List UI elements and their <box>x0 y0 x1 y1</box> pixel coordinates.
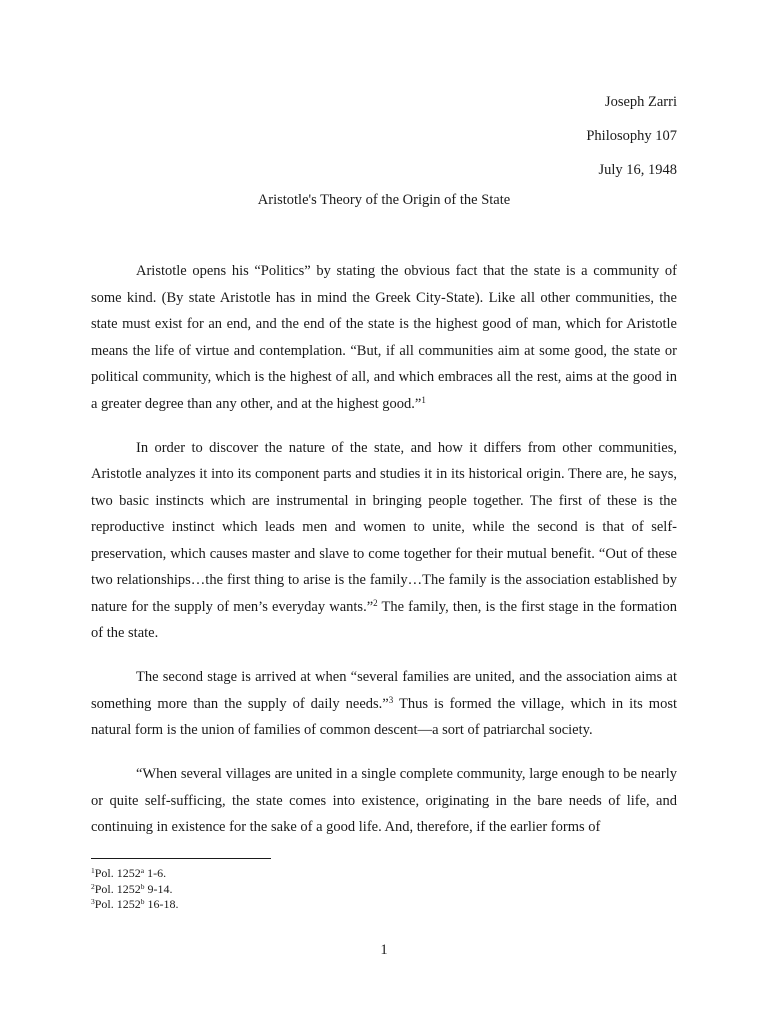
footnote-text: 16-18. <box>144 897 179 911</box>
footnote <box>91 882 491 898</box>
footnote-text: 9-14. <box>144 881 173 896</box>
footnote-text: Pol. 1252 <box>94 881 141 896</box>
paragraph <box>91 435 677 647</box>
author-name: Joseph Zarri <box>604 94 677 110</box>
footnote-sup: b <box>140 897 145 906</box>
footnote-number: 3 <box>91 897 95 906</box>
paragraph-text: The second stage is arrived at when “several families are united, and the association aims at something more than the supply of daily needs.” <box>91 669 677 712</box>
footnotes <box>91 866 491 913</box>
paragraph-text: Thus is formed the village, which in its most natural form is the union of families of common descent—a sort of patriarchal society. <box>91 695 677 738</box>
footnote-number: 2 <box>91 881 95 891</box>
paragraph <box>91 761 677 841</box>
footnote-number: 1 <box>91 866 95 875</box>
document-title: Aristotle's Theory of the Origin of the State <box>257 192 511 208</box>
footnote <box>91 897 491 913</box>
footnote-reference[interactable]: 2 <box>373 597 378 608</box>
footnote <box>91 866 491 882</box>
paragraph-text: “When several villages are united in a single complete community, large enough to be nearly or quite self-sufficing, the state comes into existence, originating in the bare needs of life, and continuing in existence for the sake of a good life. And, therefore, if the earlier forms of <box>91 766 677 835</box>
paragraph <box>91 258 677 417</box>
footnote-text: Pol. 1252 <box>94 866 141 880</box>
course-name: Philosophy 107 <box>586 128 677 144</box>
footnote-text: 1-6. <box>144 866 167 880</box>
paragraph-text: The family, then, is the first stage in the formation of the state. <box>91 598 677 641</box>
footnote-text: Pol. 1252 <box>94 897 141 911</box>
paragraph-text: In order to discover the nature of the state, and how it differs from other communities, Aristotle analyzes it into its component parts and studies it in its historical origin. There are, he says, two basic instincts which are instrumental in bringing people together. The first of these is the reproductive instinct which leads men and women to unite, while the second is that of self-preservation, which causes master and slave to come together for their mutual benefit. “Out of these two relationships…the first thing to arise is the family…The family is the association established by nature for the supply of men’s everyday wants.” <box>91 439 677 615</box>
paragraph-text: Aristotle opens his “Politics” by stating the obvious fact that the state is a community of some kind. (By state Aristotle has in mind the Greek City-State). Like all other communities, the state must exist for an end, and the end of the state is the highest good of man, which for Aristotle means the life of virtue and contemplation. “But, if all communities aim at some good, the state or political community, which is the highest of all, and which embraces all the rest, aims at the good in a greater degree than any other, and at the highest good.” <box>91 263 677 412</box>
body-text <box>91 258 677 841</box>
footnote-sup: b <box>140 881 145 891</box>
footnote-divider <box>91 858 271 859</box>
paragraph <box>91 664 677 744</box>
footnote-reference[interactable]: 3 <box>388 694 394 705</box>
page-number: 1 <box>380 942 388 958</box>
document-date: July 16, 1948 <box>598 162 677 178</box>
footnote-reference[interactable]: 1 <box>421 394 426 405</box>
footnote-sup: a <box>140 866 145 875</box>
